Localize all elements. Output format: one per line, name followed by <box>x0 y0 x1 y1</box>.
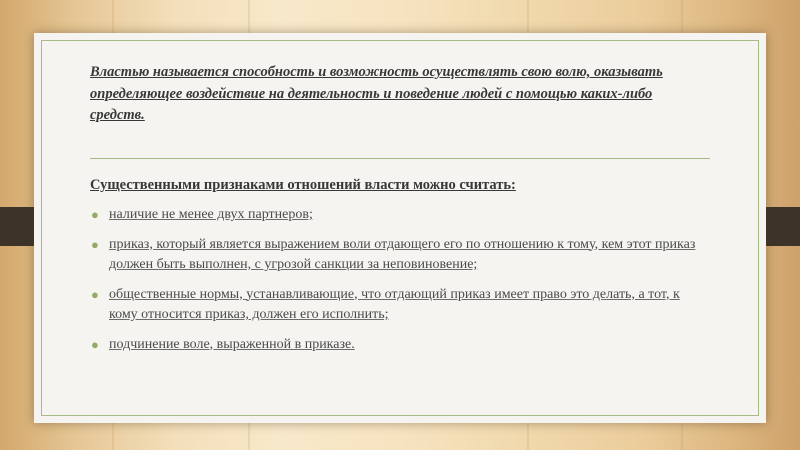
bullet-dot-icon: ● <box>91 336 99 352</box>
definition-text: Властью называется способность и возможность осуществлять свою волю, оказывать определяющее воздействие на деятельность и поведение людей с помощью каких-либо средств. <box>90 64 663 123</box>
left-side-bar <box>0 207 38 246</box>
bullet-text: приказ, который является выражением воли отдающего его по отношению к тому, кем этот приказ должен быть выполнен, с угрозой санкции за неповиновение; <box>109 236 696 272</box>
bullet-text: общественные нормы, устанавливающие, что отдающий приказ имеет право это делать, а тот, к кому относится приказ, должен его исполнить; <box>109 286 680 322</box>
bullet-text: наличие не менее двух партнеров; <box>109 207 313 222</box>
bullet-dot-icon: ● <box>91 207 99 222</box>
bullet-dot-icon: ● <box>91 286 99 302</box>
bullet-dot-icon: ● <box>91 236 99 252</box>
right-side-bar <box>760 207 800 246</box>
slide-card <box>34 33 766 423</box>
bullet-item <box>90 205 710 226</box>
bullet-item <box>90 285 710 326</box>
bullet-list <box>90 205 710 364</box>
divider-line <box>90 158 710 159</box>
list-heading: Существенными признаками отношений власти можно считать: <box>90 177 516 193</box>
bullet-text: подчинение воле, выраженной в приказе. <box>109 336 355 352</box>
bullet-item <box>90 335 710 356</box>
bullet-item <box>90 235 710 276</box>
